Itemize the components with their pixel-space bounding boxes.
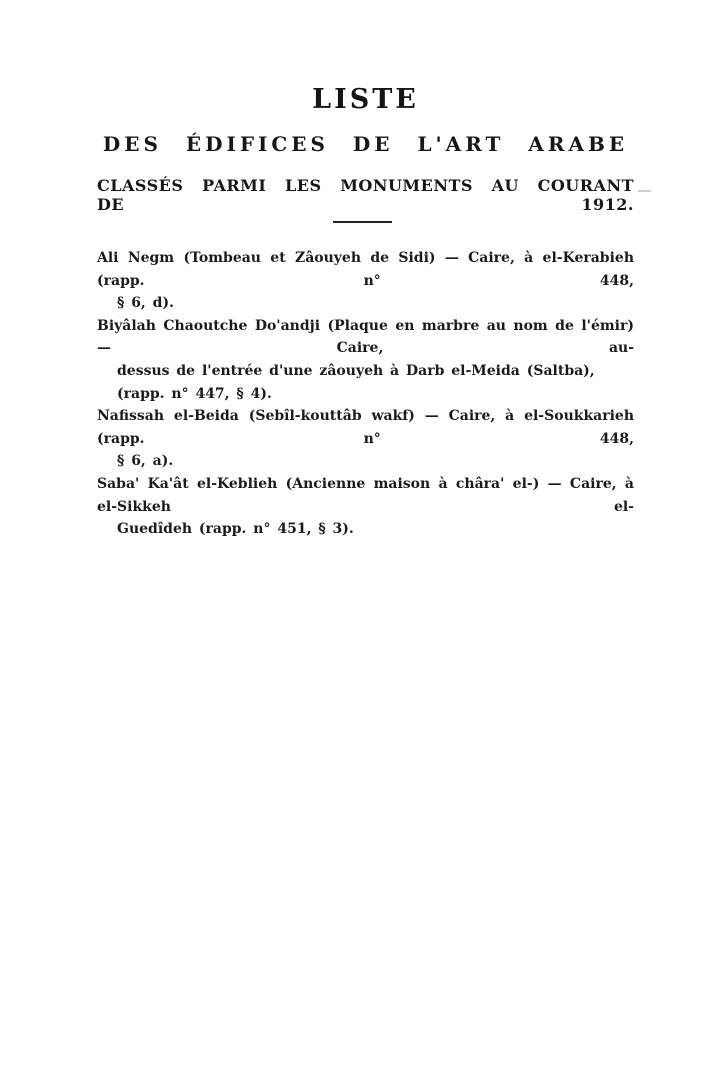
monument-entry-list <box>97 247 634 541</box>
entry-continuation-line: § 6, a). <box>117 453 174 470</box>
list-entry <box>97 473 634 541</box>
entry-line: Biyâlah Chaoutche Do'andji (Plaque en marbre au nom de l'émir) — Caire, au- <box>97 317 634 357</box>
entry-continuation-line: § 6, d). <box>117 295 174 312</box>
entry-line: Ali Negm (Tombeau et Zâouyeh de Sidi) — Caire, à el-Kerabieh (rapp. n° 448, <box>97 250 634 289</box>
scan-artifact-line <box>638 190 651 192</box>
list-entry <box>97 405 634 473</box>
entry-continuation-line: dessus de l'entrée d'une zâouyeh à Darb el-Meida (Saltba), (rapp. n° 447, § 4). <box>117 362 595 402</box>
list-entry <box>97 315 634 405</box>
document-title: LISTE <box>312 84 419 115</box>
entry-line: Nafissah el-Beida (Sebîl-kouttâb wakf) — Caire, à el-Soukkarieh (rapp. n° 448, <box>97 408 634 447</box>
document-subtitle: DES ÉDIFICES DE L'ART ARABE <box>102 132 629 156</box>
entry-continuation-line: Guedîdeh (rapp. n° 451, § 3). <box>117 521 354 538</box>
entry-line: Saba' Ka'ât el-Keblieh (Ancienne maison à châra' el-) — Caire, à el-Sikkeh el- <box>97 475 634 515</box>
document-subheading: CLASSÉS PARMI LES MONUMENTS AU COURANT DE 1912. <box>97 176 634 214</box>
section-divider-rule <box>333 221 392 223</box>
list-entry <box>97 247 634 315</box>
